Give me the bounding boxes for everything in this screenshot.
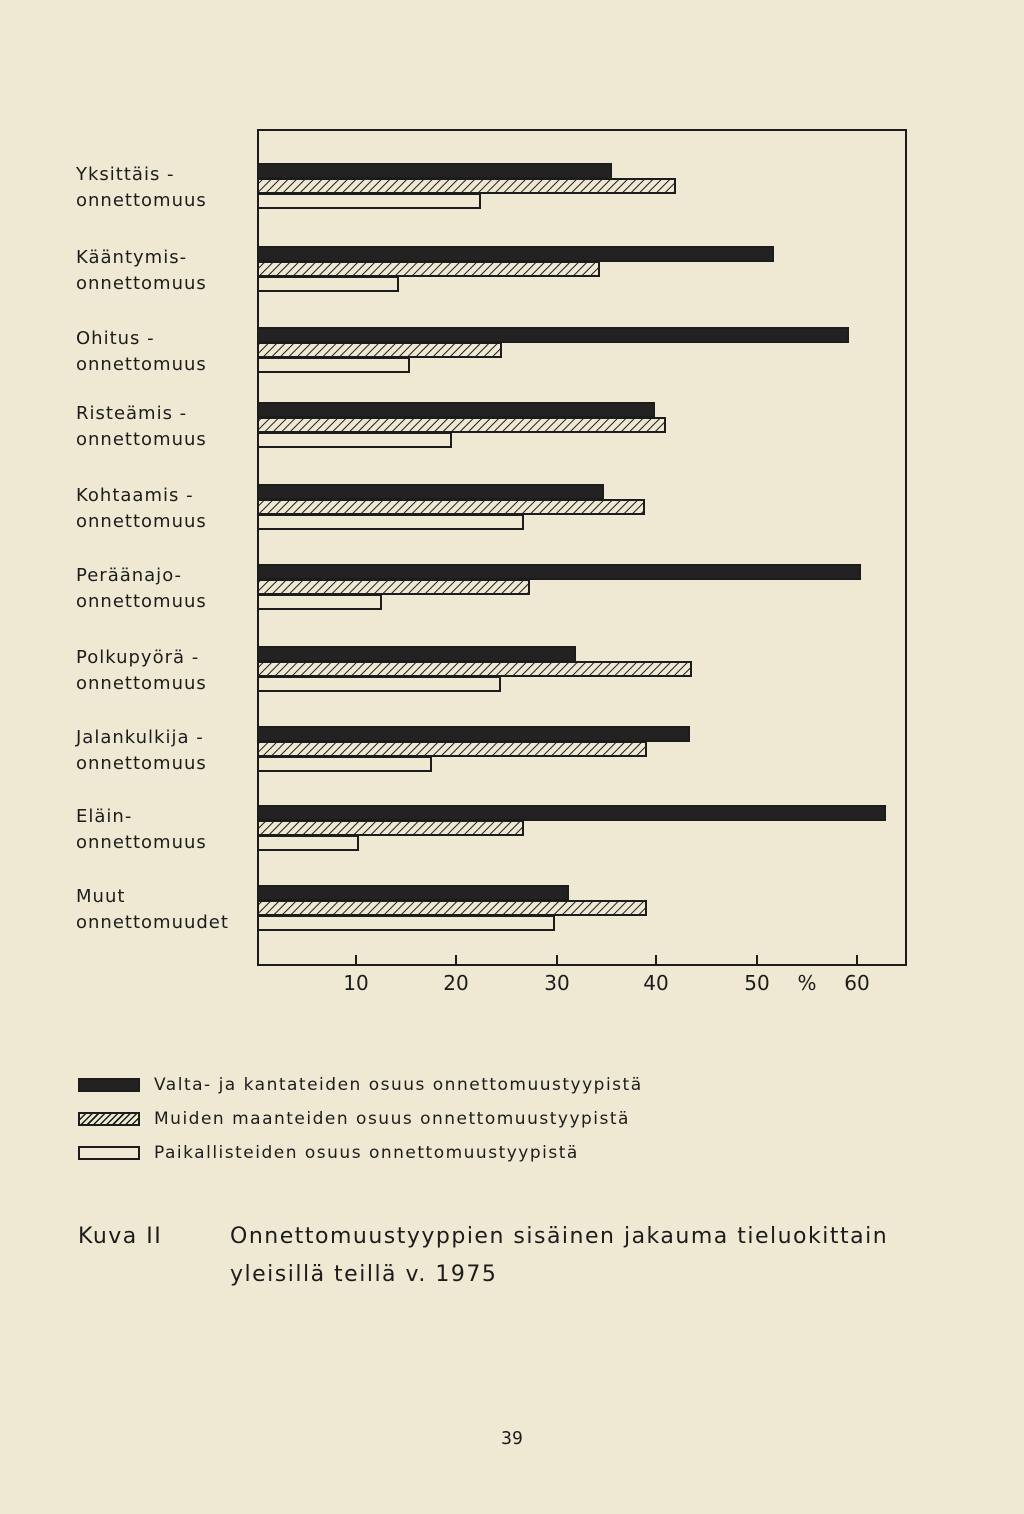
- legend-swatch-solid: [78, 1078, 140, 1092]
- legend-swatch-open: [78, 1146, 140, 1160]
- x-tick-label: 30: [544, 971, 570, 995]
- bar-solid: [258, 727, 689, 741]
- category-label-line: Risteämis -: [76, 403, 188, 424]
- category-label-line: onnettomuus: [76, 273, 207, 294]
- category-label-line: onnettomuudet: [76, 912, 229, 933]
- category-label: [76, 485, 207, 532]
- x-tick-label: 40: [643, 971, 669, 995]
- bar-open: [258, 433, 451, 447]
- legend-label: Paikallisteiden osuus onnettomuustyypistä: [154, 1143, 579, 1163]
- category-label-line: onnettomuus: [76, 591, 207, 612]
- category-label-line: onnettomuus: [76, 429, 207, 450]
- category-label: [76, 806, 207, 853]
- bar-hatched: [258, 262, 599, 276]
- category-label-line: Ohitus -: [76, 328, 155, 349]
- category-label-line: Jalankulkija -: [76, 727, 204, 748]
- legend-item: [78, 1068, 643, 1102]
- bar-open: [258, 358, 409, 372]
- category-label: [76, 886, 229, 933]
- bar-open: [258, 194, 480, 208]
- bar-solid: [258, 565, 860, 579]
- bar-hatched: [258, 662, 691, 676]
- bar-open: [258, 677, 500, 691]
- bar-open: [258, 836, 358, 850]
- bar-hatched: [258, 343, 501, 357]
- category-label-line: Kääntymis-: [76, 247, 188, 268]
- bar-hatched: [258, 901, 646, 915]
- bar-open: [258, 277, 398, 291]
- category-label-line: onnettomuus: [76, 753, 207, 774]
- bar-solid: [258, 886, 568, 900]
- bar-solid: [258, 247, 773, 261]
- category-label-line: Polkupyörä -: [76, 647, 200, 668]
- bar-hatched: [258, 821, 523, 835]
- category-label-line: onnettomuus: [76, 832, 207, 853]
- legend-item: [78, 1102, 643, 1136]
- bar-solid: [258, 806, 885, 820]
- category-label: [76, 328, 207, 375]
- bar-open: [258, 595, 381, 609]
- page-number: 39: [501, 1428, 523, 1449]
- category-label-line: Kohtaamis -: [76, 485, 194, 506]
- bar-hatched: [258, 580, 529, 594]
- category-label: [76, 565, 207, 612]
- bar-solid: [258, 328, 848, 342]
- category-label: [76, 647, 207, 694]
- x-tick-label: 20: [443, 971, 469, 995]
- x-unit-label: %: [797, 971, 817, 995]
- bar-hatched: [258, 742, 646, 756]
- bar-open: [258, 515, 523, 529]
- category-label: [75, 164, 207, 211]
- category-label-line: Muut: [76, 886, 126, 907]
- caption-label: Kuva II: [78, 1224, 163, 1249]
- caption-text: Onnettomuustyyppien sisäinen jakauma tieluokittain yleisillä teillä v. 1975: [230, 1224, 889, 1287]
- category-label: [76, 403, 207, 450]
- bar-hatched: [258, 179, 675, 193]
- x-tick-label: 50: [744, 971, 770, 995]
- bar-open: [258, 916, 554, 930]
- legend: [78, 1068, 643, 1170]
- category-label-line: onnettomuus: [76, 511, 207, 532]
- category-label: [75, 727, 207, 774]
- x-tick-label: 10: [343, 971, 369, 995]
- bar-solid: [258, 403, 654, 417]
- category-label-line: onnettomuus: [76, 354, 207, 375]
- category-label-line: Peräänajo-: [76, 565, 183, 586]
- category-label-line: Eläin-: [76, 806, 133, 827]
- legend-label: Valta- ja kantateiden osuus onnettomuustyypistä: [154, 1075, 643, 1095]
- category-label-line: onnettomuus: [76, 673, 207, 694]
- category-label-line: onnettomuus: [76, 190, 207, 211]
- legend-item: [78, 1136, 643, 1170]
- bar-solid: [258, 485, 603, 499]
- legend-swatch-hatched: [78, 1112, 140, 1126]
- bar-solid: [258, 164, 611, 178]
- bar-solid: [258, 647, 575, 661]
- bar-hatched: [258, 500, 644, 514]
- category-label: [76, 247, 207, 294]
- bar-open: [258, 757, 431, 771]
- category-label-line: Yksittäis -: [76, 164, 175, 185]
- x-tick-label: 60: [844, 971, 870, 995]
- bar-hatched: [258, 418, 665, 432]
- legend-label: Muiden maanteiden osuus onnettomuustyypistä: [154, 1109, 630, 1129]
